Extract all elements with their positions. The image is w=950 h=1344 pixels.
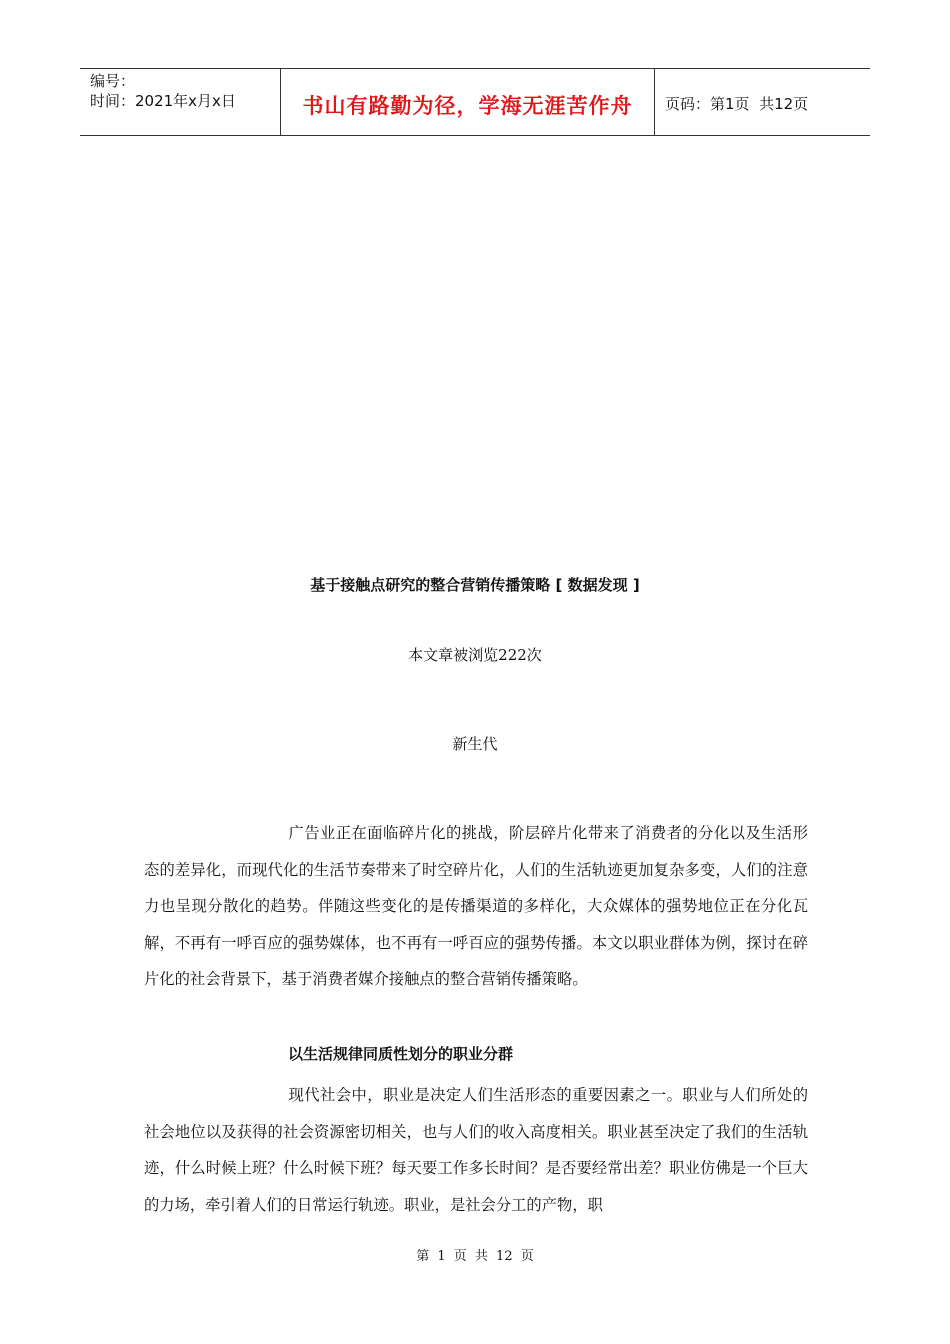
header-meta-cell (80, 69, 281, 135)
page-info: 页码：第1页 共12页 (665, 94, 809, 113)
paragraph-intro (144, 815, 808, 998)
paragraph-occupation (144, 1077, 808, 1223)
header-page-cell (655, 69, 870, 135)
section-heading: 以生活规律同质性划分的职业分群 (288, 1045, 514, 1063)
document-header (80, 68, 870, 136)
motto-text: 书山有路勤为径，学海无涯苦作舟 (302, 94, 633, 118)
number-label: 编号： (90, 72, 136, 90)
page-footer: 第 1 页 共 12 页 (416, 1249, 534, 1264)
paragraph-intro-text: 广告业正在面临碎片化的挑战，阶层碎片化带来了消费者的分化以及生活形态的差异化，而现代化的生活节奏带来了时空碎片化，人们的生活轨迹更加复杂多变，人们的注意力也呈现分散化的趋势。伴随这些变化的是传播渠道的多样化，大众媒体的强势地位正在分化瓦解，不再有一呼百应的强势媒体，也不再有一呼百应的强势传播。本文以职业群体为例，探讨在碎片化的社会背景下，基于消费者媒介接触点的整合营销传播策略。 (144, 824, 808, 988)
article-title: 基于接触点研究的整合营销传播策略 [ 数据发现 ] (310, 576, 640, 594)
header-motto-cell (281, 69, 655, 135)
paragraph-occupation-text: 现代社会中，职业是决定人们生活形态的重要因素之一。职业与人们所处的社会地位以及获得的社会资源密切相关，也与人们的收入高度相关。职业甚至决定了我们的生活轨迹，什么时候上班？什么时候下班？每天要工作多长时间？是否要经常出差？职业仿佛是一个巨大的力场，牵引着人们的日常运行轨迹。职业，是社会分工的产物，职 (144, 1086, 808, 1214)
time-label: 时间：2021年x月x日 (90, 92, 236, 110)
article-source: 新生代 (452, 735, 498, 753)
view-count: 本文章被浏览222次 (408, 646, 542, 664)
